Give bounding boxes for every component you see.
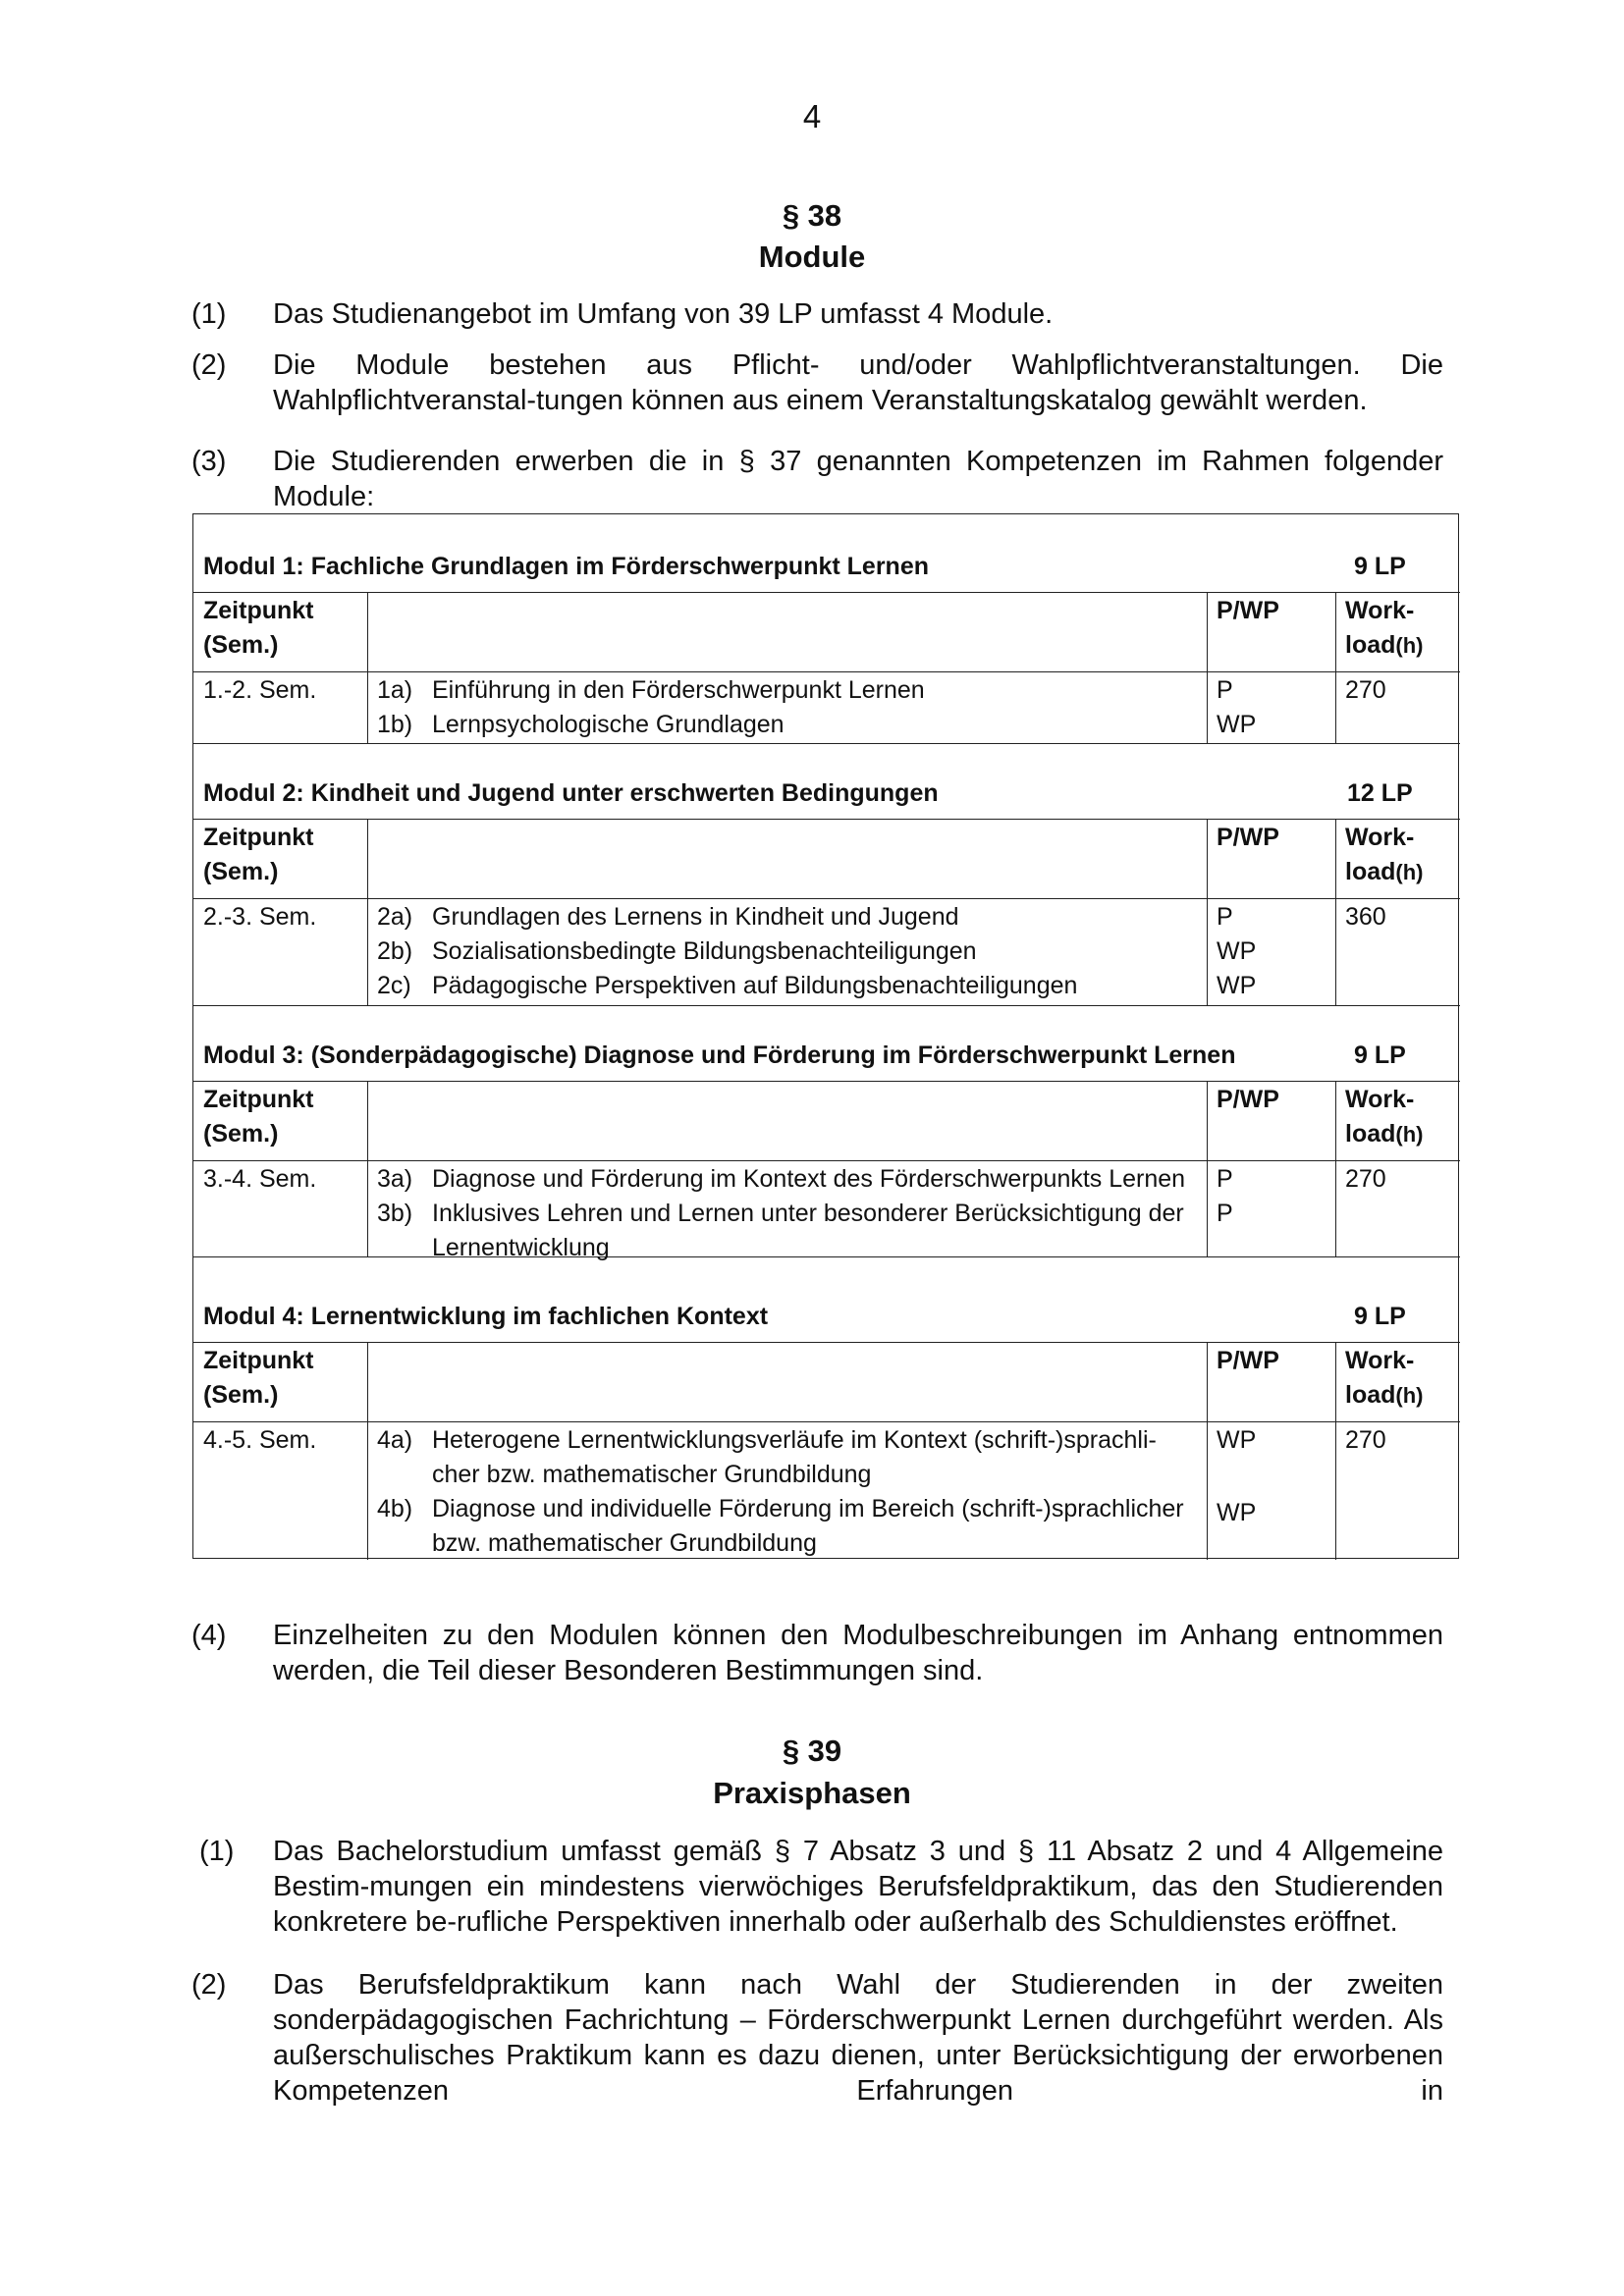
paragraph: [191, 1618, 1443, 1688]
course-title: cher bzw. mathematischer Grundbildung: [432, 1461, 872, 1488]
paragraph-number: (1): [191, 298, 227, 330]
paragraph-text: Das Studienangebot im Umfang von 39 LP umfasst 4 Module.: [273, 298, 1054, 330]
module-title: Modul 4: Lernentwicklung im fachlichen Kontext: [203, 1303, 769, 1330]
course-item: [377, 900, 959, 934]
workload: 270: [1345, 676, 1386, 704]
header-load: load(h): [1345, 1381, 1424, 1409]
paragraph: [191, 444, 1443, 514]
course-label: 3b): [377, 1200, 413, 1227]
paragraph: [191, 347, 1443, 418]
course-pwp: WP: [1217, 972, 1257, 999]
header-zeitpunkt: Zeitpunkt: [203, 1086, 314, 1113]
paragraph: [191, 1967, 1443, 2109]
header-sem: (Sem.): [203, 1120, 279, 1148]
header-work: Work-: [1345, 1347, 1415, 1374]
header-zeitpunkt: Zeitpunkt: [203, 597, 314, 624]
paragraph-text: Das Bachelorstudium umfasst gemäß § 7 Absatz 3 und § 11 Absatz 2 und 4 Allgemeine Bestim-mungen ein mindestens vierwöchiges Berufsfeldpraktikum, das den Studierenden konkretere be-rufliche Perspektiven innerhalb oder außerhalb des Schuldienstes eröffnet.: [273, 1836, 1443, 1938]
paragraph-number: (2): [191, 1969, 227, 2001]
paragraph-number: (1): [199, 1836, 235, 1867]
paragraph: [191, 296, 1443, 332]
header-work: Work-: [1345, 824, 1415, 851]
section-title: Praxisphasen: [713, 1776, 911, 1810]
workload: 360: [1345, 903, 1386, 931]
course-label: 2b): [377, 937, 413, 965]
course-title: Diagnose und individuelle Förderung im Bereich (schrift-)sprachlicher: [432, 1495, 1184, 1522]
course-item: [377, 934, 977, 969]
course-label: 3a): [377, 1165, 413, 1193]
paragraph-number: (4): [191, 1620, 227, 1651]
header-load: load(h): [1345, 858, 1424, 885]
course-item: [377, 1423, 1157, 1492]
header-sem: (Sem.): [203, 631, 279, 659]
module-lp: 12 LP: [1347, 779, 1413, 807]
header-sem: (Sem.): [203, 858, 279, 885]
header-zeitpunkt: Zeitpunkt: [203, 824, 314, 851]
course-item: [377, 1197, 1184, 1265]
header-load: load(h): [1345, 1120, 1424, 1148]
section-number: § 39: [782, 1734, 842, 1768]
semester: 2.-3. Sem.: [203, 903, 317, 931]
semester: 3.-4. Sem.: [203, 1165, 317, 1193]
module-title: Modul 1: Fachliche Grundlagen im Förderschwerpunkt Lernen: [203, 553, 929, 580]
course-title: Sozialisationsbedingte Bildungsbenachteiligungen: [432, 937, 977, 965]
paragraph: [191, 1834, 1443, 1940]
semester: 4.-5. Sem.: [203, 1426, 317, 1454]
course-pwp: WP: [1217, 1499, 1257, 1526]
course-item: [377, 1162, 1185, 1197]
header-work: Work-: [1345, 597, 1415, 624]
course-pwp: WP: [1217, 711, 1257, 738]
page-number: 4: [802, 98, 822, 134]
course-title: Diagnose und Förderung im Kontext des Förderschwerpunkts Lernen: [432, 1165, 1186, 1193]
header-load: load(h): [1345, 631, 1424, 659]
course-label: 2c): [377, 972, 411, 999]
paragraph-text: Die Studierenden erwerben die in § 37 genannten Kompetenzen im Rahmen folgender Module:: [273, 446, 1443, 512]
module-title: Modul 3: (Sonderpädagogische) Diagnose und Förderung im Förderschwerpunkt Lernen: [203, 1041, 1236, 1069]
paragraph-text: Das Berufsfeldpraktikum kann nach Wahl der Studierenden in der zweiten sonderpädagogischen Fachrichtung – Förderschwerpunkt Lernen durchgeführt werden. Als außerschulisches Praktikum kann es dazu dienen, unter Berücksichtigung der erworbenen Kompetenzen Erfahrungen in: [273, 1969, 1443, 2107]
course-label: 1b): [377, 711, 413, 738]
module-lp: 9 LP: [1354, 1303, 1406, 1330]
course-title: Einführung in den Förderschwerpunkt Lernen: [432, 676, 925, 704]
course-label: 4b): [377, 1495, 413, 1522]
course-title: Lernpsychologische Grundlagen: [432, 711, 785, 738]
paragraph-number: (3): [191, 446, 227, 477]
workload: 270: [1345, 1165, 1386, 1193]
semester: 1.-2. Sem.: [203, 676, 317, 704]
course-title: Heterogene Lernentwicklungsverläufe im Kontext (schrift-)sprachli-: [432, 1426, 1157, 1454]
module-lp: 9 LP: [1354, 1041, 1406, 1069]
course-label: 2a): [377, 903, 413, 931]
section-title: Module: [758, 240, 866, 274]
course-title: Grundlagen des Lernens in Kindheit und Jugend: [432, 903, 959, 931]
course-pwp: P: [1217, 1165, 1233, 1193]
header-pwp: P/WP: [1217, 824, 1279, 851]
course-title: Inklusives Lehren und Lernen unter besonderer Berücksichtigung der: [432, 1200, 1184, 1227]
section-number: § 38: [782, 198, 842, 233]
course-pwp: WP: [1217, 1426, 1257, 1454]
course-pwp: P: [1217, 676, 1233, 704]
workload: 270: [1345, 1426, 1386, 1454]
course-item: [377, 1492, 1184, 1561]
module-title: Modul 2: Kindheit und Jugend unter erschwerten Bedingungen: [203, 779, 939, 807]
module-lp: 9 LP: [1354, 553, 1406, 580]
course-title: bzw. mathematischer Grundbildung: [432, 1529, 817, 1557]
header-pwp: P/WP: [1217, 597, 1279, 624]
course-label: 1a): [377, 676, 413, 704]
course-title: Pädagogische Perspektiven auf Bildungsbenachteiligungen: [432, 972, 1078, 999]
course-pwp: WP: [1217, 937, 1257, 965]
header-work: Work-: [1345, 1086, 1415, 1113]
module-table: [192, 513, 1459, 1559]
course-item: [377, 673, 925, 708]
paragraph-number: (2): [191, 349, 227, 381]
course-pwp: P: [1217, 1200, 1233, 1227]
course-label: 4a): [377, 1426, 413, 1454]
paragraph-text: Einzelheiten zu den Modulen können den Modulbeschreibungen im Anhang entnommen werden, die Teil dieser Besonderen Bestimmungen sind.: [273, 1620, 1443, 1686]
course-item: [377, 708, 785, 742]
header-sem: (Sem.): [203, 1381, 279, 1409]
paragraph-text: Die Module bestehen aus Pflicht- und/oder Wahlpflichtveranstaltungen. Die Wahlpflichtveranstal-tungen können aus einem Veranstaltungskatalog gewählt werden.: [273, 349, 1443, 416]
course-item: [377, 969, 1077, 1003]
course-pwp: P: [1217, 903, 1233, 931]
header-pwp: P/WP: [1217, 1086, 1279, 1113]
header-zeitpunkt: Zeitpunkt: [203, 1347, 314, 1374]
course-title: Lernentwicklung: [432, 1234, 610, 1261]
header-pwp: P/WP: [1217, 1347, 1279, 1374]
